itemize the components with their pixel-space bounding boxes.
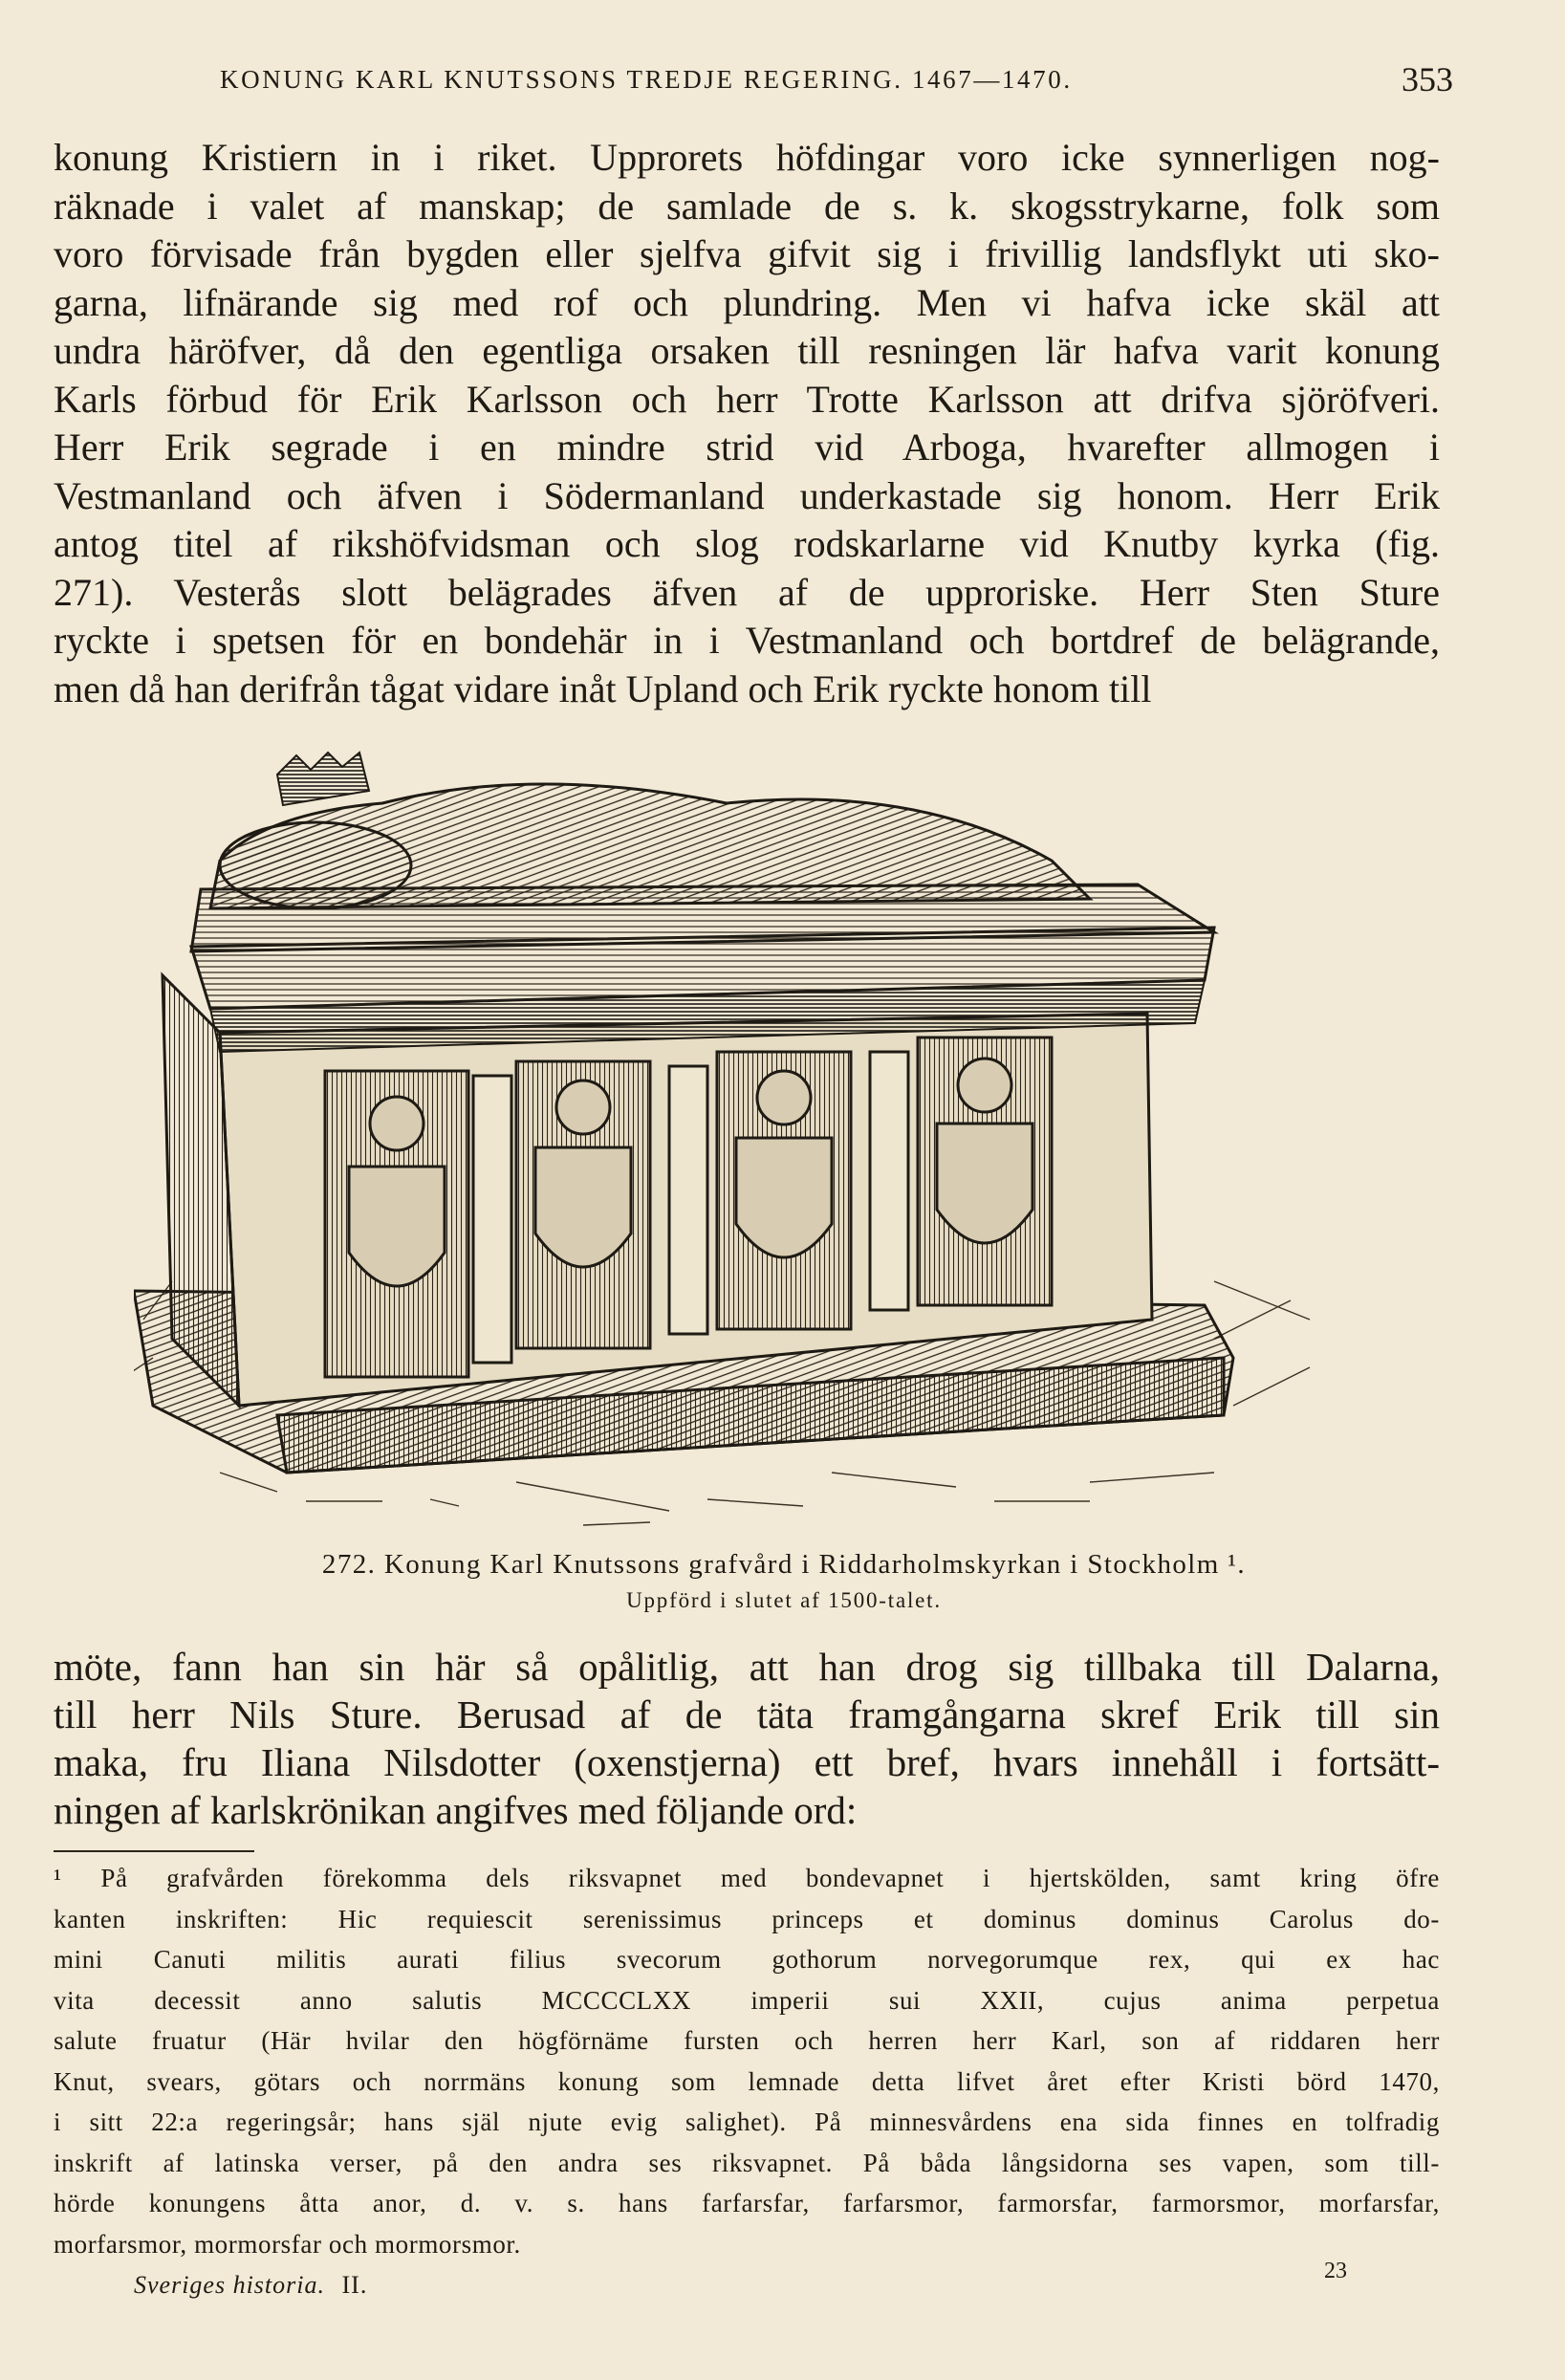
- footnote-line: kanten inskriften: Hic requiescit serenissimus princeps et dominus dominus Carolus do-: [54, 1904, 1440, 1933]
- cushion-icon: [220, 822, 411, 908]
- signature-title: Sveriges historia.: [134, 2271, 325, 2299]
- paragraph-1: [54, 134, 1440, 713]
- sheet-mark: 23: [1324, 2259, 1347, 2283]
- footnote-line: salute fruatur (Här hvilar den högförnäme fursten och herren herr Karl, son af riddaren herr: [54, 2026, 1440, 2055]
- figure-caption: [115, 1549, 1453, 1613]
- signature-volume: II.: [341, 2271, 368, 2299]
- crown-icon: [277, 753, 369, 805]
- footnote-line: Knut, svears, götars och norrmäns konung som lemnade detta lifvet året efter Kristi börd 1470,: [54, 2066, 1440, 2096]
- text-line: räknade i valet af manskap; de samlade de s. k. skogsstrykarne, folk som: [54, 184, 1440, 228]
- running-head: [220, 59, 1453, 107]
- tomb-engraving: [134, 746, 1358, 1530]
- printer-signature: [134, 2271, 367, 2300]
- footnote-line: morfarsmor, mormorsfar och mormorsmor.: [54, 2229, 521, 2259]
- footnote-line: vita decessit anno salutis MCCCCLXX imperii sui XXII, cujus anima perpetua: [54, 1985, 1440, 2015]
- footnote-line: inskrift af latinska verser, på den andra ses riksvapnet. På båda långsidorna ses vapen, som till-: [54, 2148, 1440, 2177]
- caption-subtitle: Uppförd i slutet af 1500-talet.: [626, 1588, 942, 1612]
- text-line: Karls förbud för Erik Karlsson och herr Trotte Karlsson att drifva sjöröfveri.: [54, 377, 1440, 421]
- caption-title: 272. Konung Karl Knutssons grafvård i Riddarholmskyrkan i Stockholm ¹.: [321, 1549, 1247, 1580]
- footnote-line: ¹ På grafvården förekomma dels riksvapnet med bondevapnet i hjertskölden, samt kring öfre: [54, 1864, 1440, 1892]
- text-line: antog titel af rikshöfvidsman och slog rodskarlarne vid Knutby kyrka (fig.: [54, 522, 1440, 565]
- text-line: undra häröfver, då den egentliga orsaken till resningen lär hafva varit konung: [54, 329, 1440, 372]
- text-line: möte, fann han sin här så opålitlig, att han drog sig tillbaka till Dalarna,: [54, 1645, 1440, 1689]
- text-line: maka, fru Iliana Nilsdotter (oxenstjerna) ett bref, hvars innehåll i fortsätt-: [54, 1740, 1440, 1784]
- footnote: [54, 1858, 1440, 2264]
- running-head-title: KONUNG KARL KNUTSSONS TREDJE REGERING. 1467—1470.: [220, 65, 1073, 94]
- text-line: garna, lifnärande sig med rof och plundring. Men vi hafva icke skäl att: [54, 280, 1440, 324]
- page-number: 353: [1402, 60, 1453, 98]
- text-line: konung Kristiern in i riket. Upprorets höfdingar voro icke synnerligen nog-: [54, 136, 1440, 179]
- tomb-engraving-svg: [134, 746, 1358, 1530]
- text-line: Herr Erik segrade i en mindre strid vid Arboga, hvarefter allmogen i: [54, 426, 1440, 469]
- text-line: Vestmanland och äfven i Södermanland underkastade sig honom. Herr Erik: [54, 473, 1440, 517]
- text-line: till herr Nils Sture. Berusad af de täta framgångarna skref Erik till sin: [54, 1692, 1440, 1736]
- footnote-line: i sitt 22:a regeringsår; hans själ njute evig salighet). På minnesvårdens ena sida finnes en tolfradig: [54, 2107, 1440, 2136]
- text-line: ningen af karlskrönikan angifves med följande ord:: [54, 1788, 858, 1832]
- text-line: voro förvisade från bygden eller sjelfva gifvit sig i frivillig landsflykt uti sko-: [54, 232, 1440, 275]
- text-line: men då han derifrån tågat vidare inåt Upland och Erik ryckte honom till: [54, 666, 1152, 710]
- footnote-rule: [54, 1850, 254, 1852]
- footnote-line: hörde konungens åtta anor, d. v. s. hans farfarsfar, farfarsmor, farmorsfar, farmorsmor, morfarsfar,: [54, 2189, 1440, 2217]
- footnote-line: mini Canuti militis aurati filius svecorum gothorum norvegorumque rex, qui ex hac: [54, 1945, 1440, 1974]
- paragraph-2: [54, 1643, 1440, 1834]
- text-line: ryckte i spetsen för en bondehär in i Vestmanland och bortdref de belägrande,: [54, 619, 1440, 662]
- text-line: 271). Vesterås slott belägrades äfven af de upproriske. Herr Sten Sture: [54, 570, 1440, 614]
